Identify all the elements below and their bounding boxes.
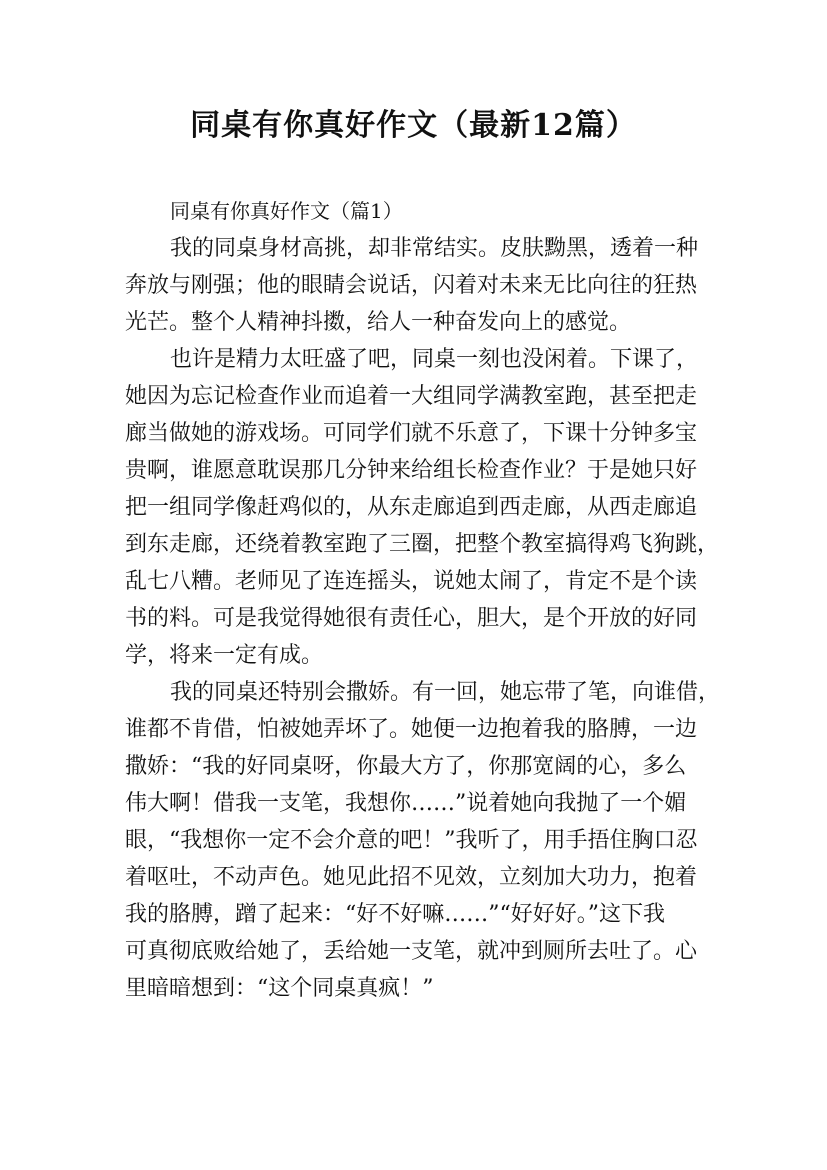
text-line: 学，将来一定有成。 [125, 643, 324, 668]
text-line: 到东走廊，还绕着教室跑了三圈，把整个教室搞得鸡飞狗跳， [125, 532, 720, 557]
text-line: 可真彻底败给她了，丢给她一支笔，就冲到厕所去吐了。心 [125, 939, 698, 964]
text-line: 书的料。可是我觉得她很有责任心，胆大，是个开放的好同 [125, 606, 698, 631]
text-line: 贵啊，谁愿意耽误那几分钟来给组长检查作业？于是她只好 [125, 458, 698, 483]
text-line: 撒娇：“我的好同桌呀，你最大方了，你那宽阔的心，多么 [125, 754, 687, 779]
text-line: 我的同桌还特别会撒娇。有一回，她忘带了笔，向谁借， [170, 680, 721, 705]
text-line: 廊当做她的游戏场。可同学们就不乐意了，下课十分钟多宝 [125, 421, 698, 446]
text-line: 奔放与刚强；他的眼睛会说话，闪着对未来无比向往的狂热 [125, 273, 698, 298]
document-title: 同桌有你真好作文（最新12篇） [190, 108, 637, 143]
paragraph [125, 341, 725, 674]
text-line: 伟大啊！借我一支笔，我想你……”说着她向我抛了一个媚 [125, 791, 687, 816]
text-line: 里暗暗想到：“这个同桌真疯！” [125, 976, 434, 1001]
paragraph [125, 230, 725, 341]
text-line: 着呕吐，不动声色。她见此招不见效，立刻加大功力，抱着 [125, 865, 698, 890]
document-body [125, 192, 725, 1007]
text-line: 我的同桌身材高挑，却非常结实。皮肤黝黑，透着一种 [170, 236, 699, 261]
text-line: 光芒。整个人精神抖擞，给人一种奋发向上的感觉。 [125, 310, 632, 335]
text-line: 谁都不肯借，怕被她弄坏了。她便一边抱着我的胳膊，一边 [125, 717, 698, 742]
text-line: 把一组同学像赶鸡似的，从东走廊追到西走廊，从西走廊追 [125, 495, 698, 520]
paragraph [125, 674, 725, 1007]
section-heading: 同桌有你真好作文（篇1） [170, 199, 403, 223]
text-line: 眼，“我想你一定不会介意的吧！”我听了，用手捂住胸口忍 [125, 828, 698, 853]
text-line: 乱七八糟。老师见了连连摇头，说她太闹了，肯定不是个读 [125, 569, 698, 594]
text-line: 我的胳膊，蹭了起来：“好不好嘛……”“好好好。”这下我 [125, 902, 665, 927]
text-line: 她因为忘记检查作业而追着一大组同学满教室跑，甚至把走 [125, 384, 698, 409]
text-line: 也许是精力太旺盛了吧，同桌一刻也没闲着。下课了， [170, 347, 699, 372]
